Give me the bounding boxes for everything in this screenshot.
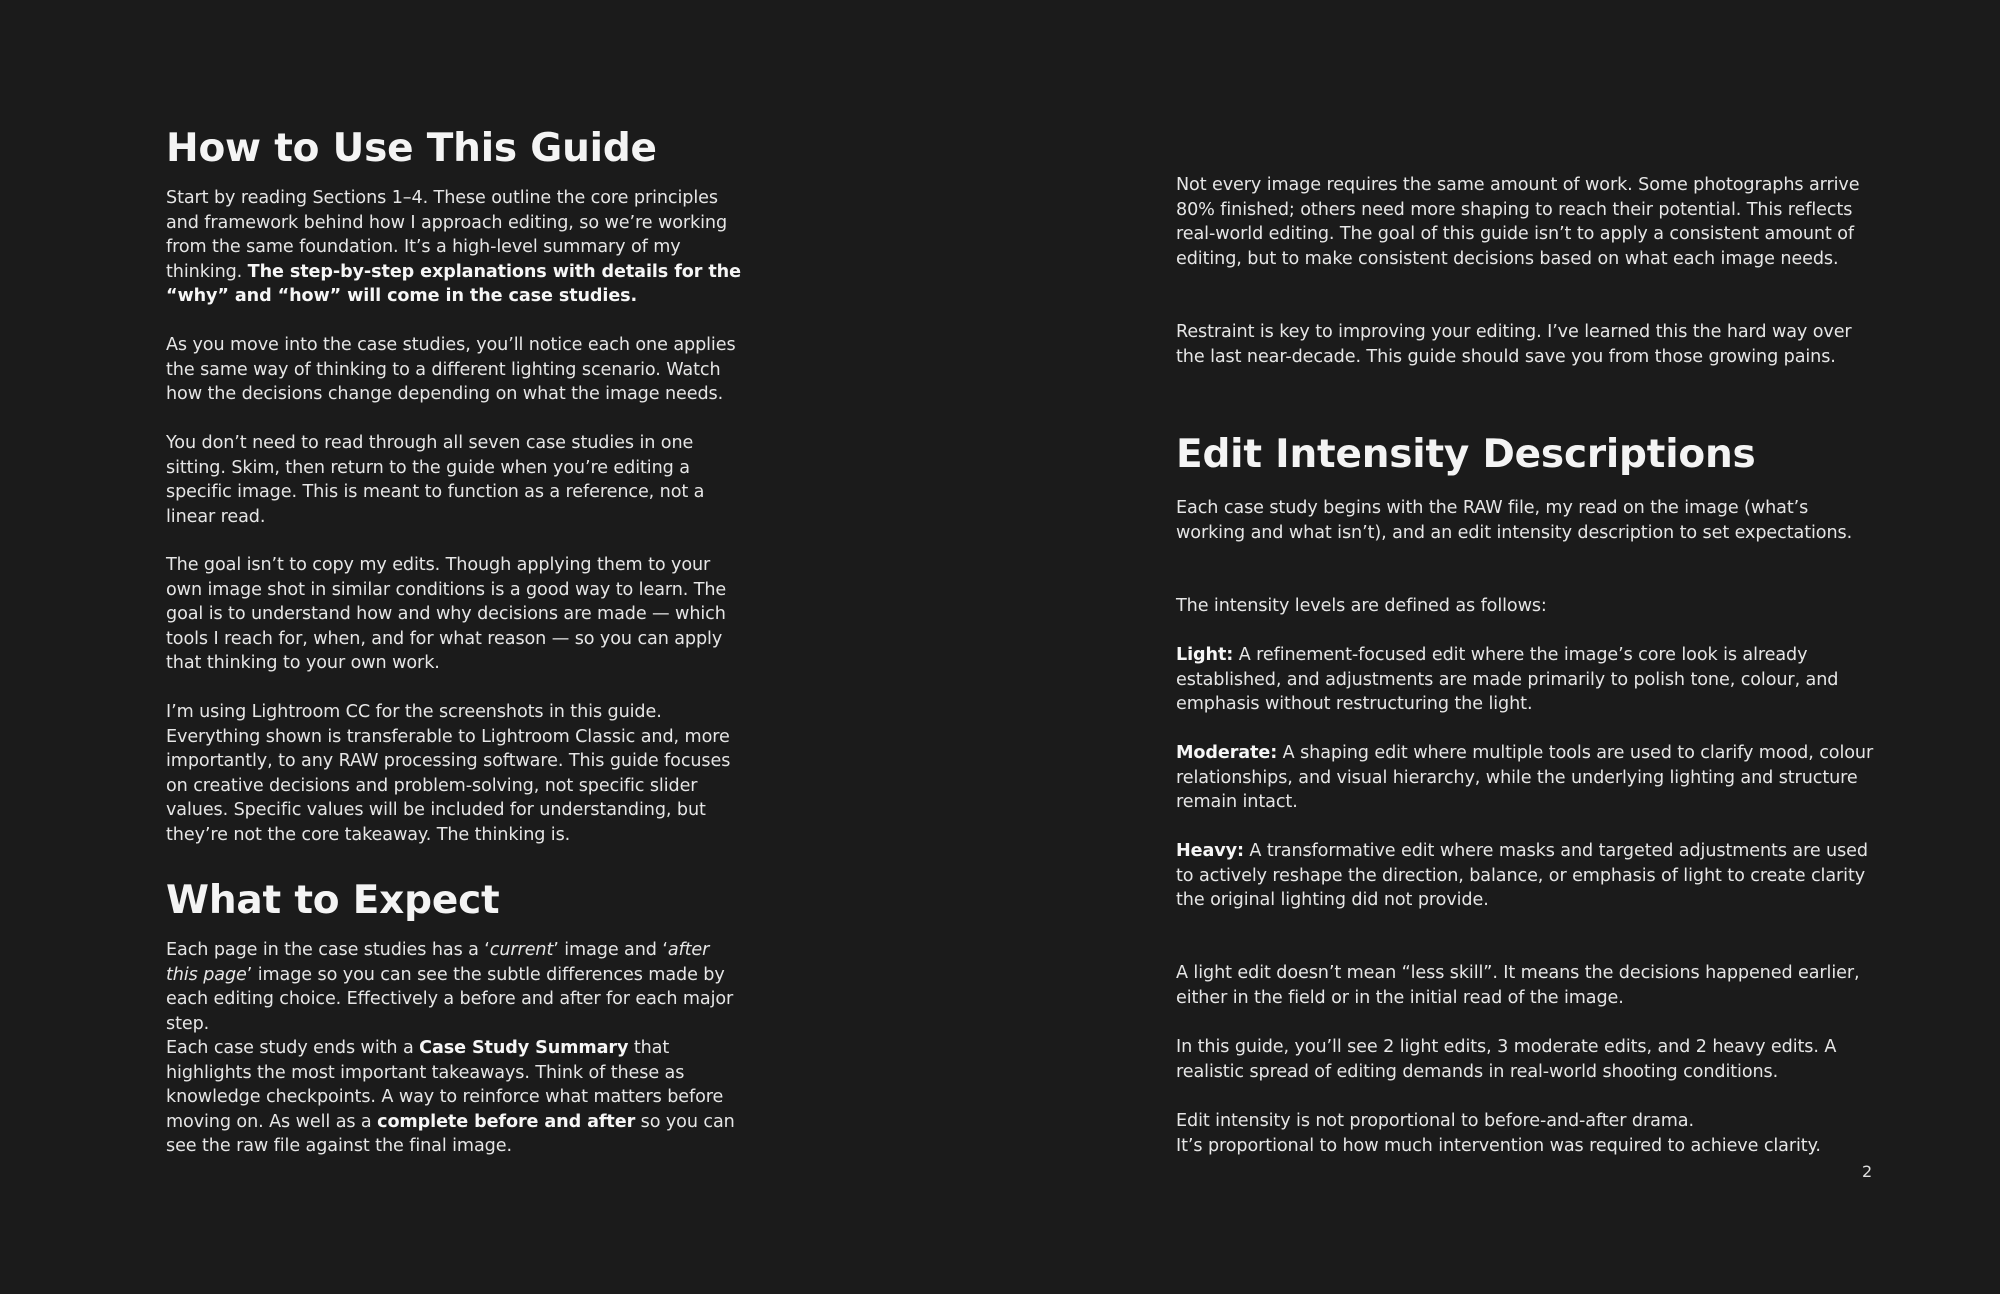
paragraph-text: Each case study ends with a xyxy=(166,1038,420,1058)
paragraph-text: ’ image so you can see the subtle differences made by each editing choice. Effectively a before and after for each major step. xyxy=(166,964,734,1034)
page-number: 2 xyxy=(1862,1162,1873,1181)
paragraph-text: Each page in the case studies has a ‘ xyxy=(166,940,490,960)
italic-text: current xyxy=(489,940,554,960)
paragraph-edit-counts: In this guide, you’ll see 2 light edits, 3 moderate edits, and 2 heavy edits. A realistic spread of editing demands in real-world shooting conditions. xyxy=(1176,1037,1837,1082)
bold-text: Case Study Summary xyxy=(419,1038,629,1058)
paragraph-case-study-summary xyxy=(166,1036,746,1159)
definition-moderate xyxy=(1176,741,1876,815)
definition-heavy xyxy=(1176,839,1876,913)
paragraph-text: that highlights the most important takeaways. Think of these as knowledge checkpoints. A way to reinforce what matters before moving on. As well as a xyxy=(166,1038,724,1132)
paragraph-start-by-reading xyxy=(166,186,746,309)
definition-label: Light: xyxy=(1176,645,1234,665)
heading-how-to-use-this-guide: How to Use This Guide xyxy=(166,126,657,171)
paragraph-case-study-begins: Each case study begins with the RAW file, my read on the image (what’s working and what isn’t), and an edit intensity description to set expectations. xyxy=(1176,498,1853,543)
paragraph-reference-read: You don’t need to read through all seven case studies in one sitting. Skim, then return to the guide when you’re editing a specific image. This is meant to function as a reference, not a linear read. xyxy=(166,433,705,527)
paragraph-lightroom: I’m using Lightroom CC for the screenshots in this guide. Everything shown is transferable to Lightroom Classic and, more importantly, to any RAW processing software. This guide focuses on creative decisions and problem-solving, not specific slider values. Specific values will be included for understanding, but they’re not the core takeaway. The thinking is. xyxy=(166,702,731,845)
paragraph-text: so you can see the raw file against the final image. xyxy=(166,1111,735,1157)
bold-text: complete before and after xyxy=(377,1111,636,1132)
paragraph-line: Edit intensity is not proportional to before-and-after drama. xyxy=(1176,1111,1694,1131)
paragraph-case-studies-intro: As you move into the case studies, you’ll notice each one applies the same way of thinking to a different lighting scenario. Watch how the decisions change depending on what the image needs. xyxy=(166,335,736,405)
paragraph-edit-intensity-proportional xyxy=(1176,1109,1876,1158)
paragraph-goal: The goal isn’t to copy my edits. Though applying them to your own image shot in similar conditions is a good way to learn. The goal is to understand how and why decisions are made — which tools I reach for, when, and for what reason — so you can apply that thinking to your own work. xyxy=(166,555,727,674)
paragraph-amount-of-work: Not every image requires the same amount of work. Some photographs arrive 80% finished; others need more shaping to reach their potential. This reflects real-world editing. The goal of this guide isn’t to apply a consistent amount of editing, but to make consistent decisions based on what each image needs. xyxy=(1176,175,1860,269)
definition-label: Heavy: xyxy=(1176,841,1244,861)
definition-text: A refinement-focused edit where the image’s core look is already established, and adjustments are made primarily to polish tone, colour, and emphasis without restructuring the light. xyxy=(1176,645,1839,715)
paragraph-current-after xyxy=(166,938,746,1036)
definition-text: A transformative edit where masks and targeted adjustments are used to actively reshape the direction, balance, or emphasis of light to create clarity the original lighting did not provide. xyxy=(1176,841,1868,911)
definition-text: A shaping edit where multiple tools are used to clarify mood, colour relationships, and visual hierarchy, while the underlying lighting and structure remain intact. xyxy=(1176,743,1874,813)
paragraph-text: Start by reading Sections 1–4. These outline the core principles and framework behind how I approach editing, so we’re working from the same foundation. It’s a high-level summary of my thinking. xyxy=(166,188,728,282)
paragraph-line: It’s proportional to how much intervention was required to achieve clarity. xyxy=(1176,1135,1821,1156)
italic-text: after this page xyxy=(166,940,710,985)
definition-label: Moderate: xyxy=(1176,743,1278,763)
heading-what-to-expect: What to Expect xyxy=(166,878,500,923)
definition-light xyxy=(1176,643,1876,717)
paragraph-text: ’ image and ‘ xyxy=(553,940,668,960)
heading-edit-intensity-descriptions: Edit Intensity Descriptions xyxy=(1176,432,1756,477)
bold-text: The step-by-step explanations with details for the “why” and “how” will come in the case studies. xyxy=(166,261,741,307)
paragraph-light-edit: A light edit doesn’t mean “less skill”. It means the decisions happened earlier, either in the field or in the initial read of the image. xyxy=(1176,963,1860,1008)
paragraph-restraint: Restraint is key to improving your editing. I’ve learned this the hard way over the last near-decade. This guide should save you from those growing pains. xyxy=(1176,322,1852,367)
paragraph-intensity-levels: The intensity levels are defined as follows: xyxy=(1176,596,1547,616)
